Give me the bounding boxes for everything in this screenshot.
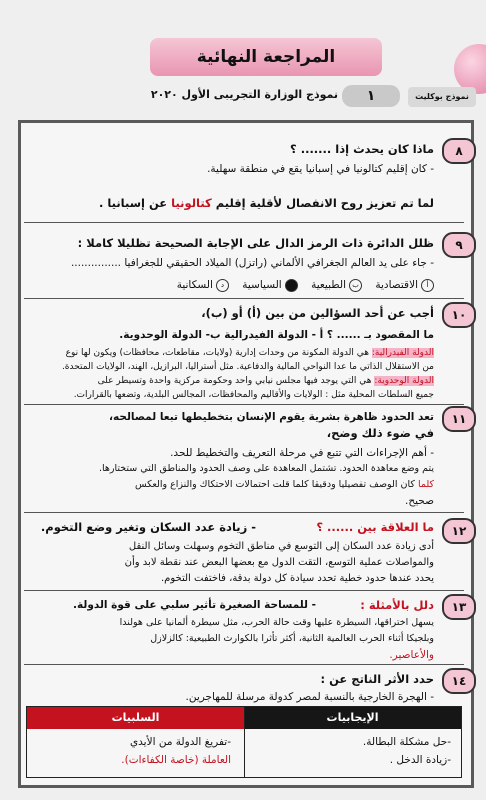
q11-line-1: يتم وضع معاهدة الحدود. تشتمل المعاهدة على وصف الحدود والمناطق التي ستختارها. [98,463,434,474]
q10-question: أجب عن أحد السؤالين من بين (أ) أو (ب)، [201,306,434,320]
negative-item-2: العاملة (خاصة الكفاءات). [121,754,231,766]
option-c-circle-filled[interactable] [285,279,298,292]
q13-question: دلل بالأمثلة : [360,598,434,612]
q12-question: ما العلاقة بين ...... ؟ [316,520,434,534]
q8-question: ماذا كان يحدث إذا ....... ؟ [290,142,434,156]
q10-line-2: من الاستقلال الذاتي ما عدا النواحي المالية والدفاعية. مثل أستراليا، البرازيل، الهند، الولايات المتحدة. [61,362,434,372]
divider [24,664,464,665]
question-number-13: ١٣ [442,594,476,620]
q10-l1: هي الدولة المكونة من وحدات إدارية (ولايات، مقاطعات، محافظات) ويكون لها نوع [65,348,372,358]
divider [24,590,464,591]
question-number-11: ١١ [442,406,476,432]
q8-answer-prefix: لما تم تعزيز روح الانفصال لأقلية إقليم [211,196,434,210]
divider [24,298,464,299]
q11-l2: كان الوصف تفصيليا ودقيقا كلما قلت احتمالات الاحتكاك والنزاع والعكس [135,479,418,490]
q11-question-2: في ضوء ذلك وضح، [326,426,434,440]
q13-line-3: والأعاصير. [389,649,434,661]
question-number-14: ١٤ [442,668,476,694]
model-tag: نموذج بوكليت [408,87,476,107]
q10-line-1 [66,346,434,360]
table-divider [244,707,245,777]
positive-item-1: -حل مشكلة البطالة. [362,736,451,748]
q14-question: حدد الأثر الناتج عن : [320,672,434,686]
q8-answer-red: كتالونيا [171,196,212,210]
question-number-10: ١٠ [442,302,476,328]
divider [24,404,464,405]
option-b-label: الطبيعية [311,279,346,291]
divider [24,222,464,223]
effects-table [26,706,462,778]
divider [24,512,464,513]
positive-item-2: -زيادة الدخل . [389,754,451,766]
negative-item-1: -تفريغ الدولة من الأيدي [129,736,231,748]
q12-line-3: يحدد عندها حدود خطية تحدد سيادة كل دولة بدقة، فاختفت التخوم. [161,573,434,584]
q14-prompt: - الهجرة الخارجية بالنسبة لمصر كدولة مرسلة للمهاجرين. [185,691,434,703]
q10-line-3 [98,374,434,388]
option-d-label: السكانية [176,279,213,291]
question-number-8: ٨ [442,138,476,164]
q11-question: تعد الحدود ظاهرة بشرية يقوم الإنسان بتخطيطها تبعا لمصالحه، [109,411,434,423]
q10-sub: ما المقصود بـ ...... ؟ أ - الدولة الفيدرالية ب- الدولة الوحدوية. [119,329,434,341]
q8-answer-suffix: عن إسبانيا . [98,196,172,210]
q13-question-b: - للمساحة الصغيرة تأثير سلبي على قوة الدولة. [73,599,316,611]
q13-line-2: وبلجيكا أثناء الحرب العالمية الثانية، أكثر تأثرا بالكوارث الطبيعية: كالزلازل [150,633,434,644]
model-number: ١ [342,85,400,107]
q11-prompt: - أهم الإجراءات التي تتبع في مرحلة التعريف والتخطيط للحد. [170,447,434,459]
option-b-circle[interactable]: ب [349,279,362,292]
q12-line-2: والمواصلات عملية التوسع، التقت الدول مع بعضها البعض عند نقطة لابد وأن [124,557,434,568]
positives-header: الإيجابيات [244,707,461,729]
q11-red-word: كلما [417,479,434,490]
q10-line-4: جميع السلطات المحلية مثل : الولايات والأقاليم والمحافظات، المجالس البلدية، وتضعها بالقرارات. [73,390,434,400]
q13-line-1: يسهل اختراقها، السيطرة عليها وقت حالة الحرب، مثل سيطرة ألمانيا على هولندا [119,617,434,628]
question-number-9: ٩ [442,232,476,258]
q12-question-b: - زيادة عدد السكان وتغير وضع التخوم. [40,520,256,534]
q10-term-federal: الدولة الفيدرالية: [371,348,434,358]
question-number-12: ١٢ [442,518,476,544]
option-a-circle[interactable]: أ [421,279,434,292]
option-d-circle[interactable]: د [216,279,229,292]
q9-options [177,278,434,292]
q9-prompt: - جاء على يد العالم الجغرافي الألماني (راتزل) الميلاد الحقيقي للجغرافيا ............... [70,257,434,269]
option-c-label: السياسية [242,279,282,291]
q8-prompt: - كان إقليم كتالونيا في إسبانيا يقع في منطقة سهلية. [207,163,434,175]
q11-line-2 [135,478,434,492]
q10-term-unitary: الدولة الوحدوية: [374,376,434,386]
q8-answer [99,196,434,210]
negatives-header: السلبيات [27,707,244,729]
option-a-label: الاقتصادية [375,279,418,291]
exam-title: نموذج الوزارة التجريبى الأول ٢٠٢٠ [150,88,338,101]
q11-line-3: صحيح. [405,495,434,507]
page-title: المراجعة النهائية [150,38,382,76]
q10-l3: هي التي يوجد فيها مجلس نيابي واحد وحكومة مركزية واحدة وتسيطر على [97,376,375,386]
q9-question: ظلل الدائرة ذات الرمز الدال على الإجابة الصحيحة تظليلا كاملا : [77,236,434,250]
q12-line-1: أدى زيادة عدد السكان إلى التوسع في مناطق التخوم وسهلت وسائل النقل [128,541,434,552]
